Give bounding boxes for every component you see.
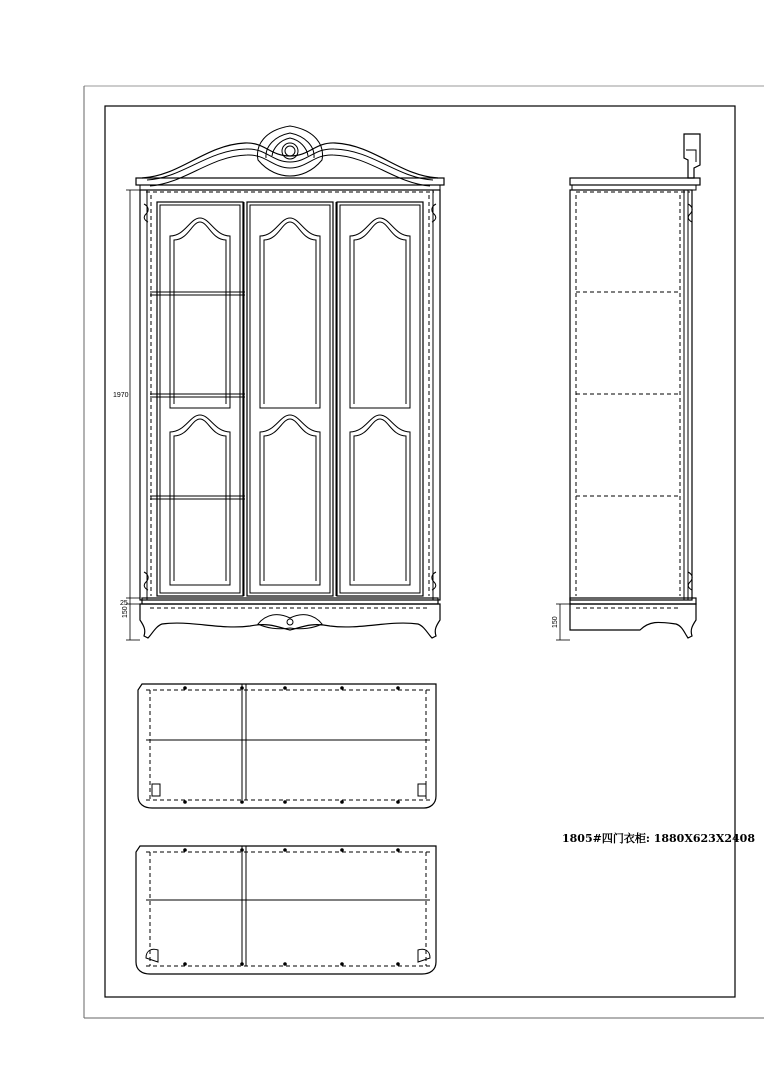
front-plinth-dimension: 25 [120, 600, 128, 607]
side-view [556, 134, 700, 640]
apron-carving [258, 615, 322, 629]
door-right [337, 202, 423, 596]
side-base-dimension: 150 [552, 616, 559, 628]
drawing-caption: 1805#四门衣柜: 1880X623X2408 [562, 832, 755, 845]
plan-view-bottom [136, 846, 436, 974]
front-height-dimension: 1970 [113, 392, 129, 399]
sheet-frame [84, 86, 764, 1018]
door-center [244, 202, 336, 596]
front-dimension-lines [126, 190, 140, 640]
plan-view-top [138, 684, 436, 808]
front-base-dimension: 150 [122, 606, 129, 618]
door-left [150, 202, 245, 596]
front-view [126, 126, 444, 640]
